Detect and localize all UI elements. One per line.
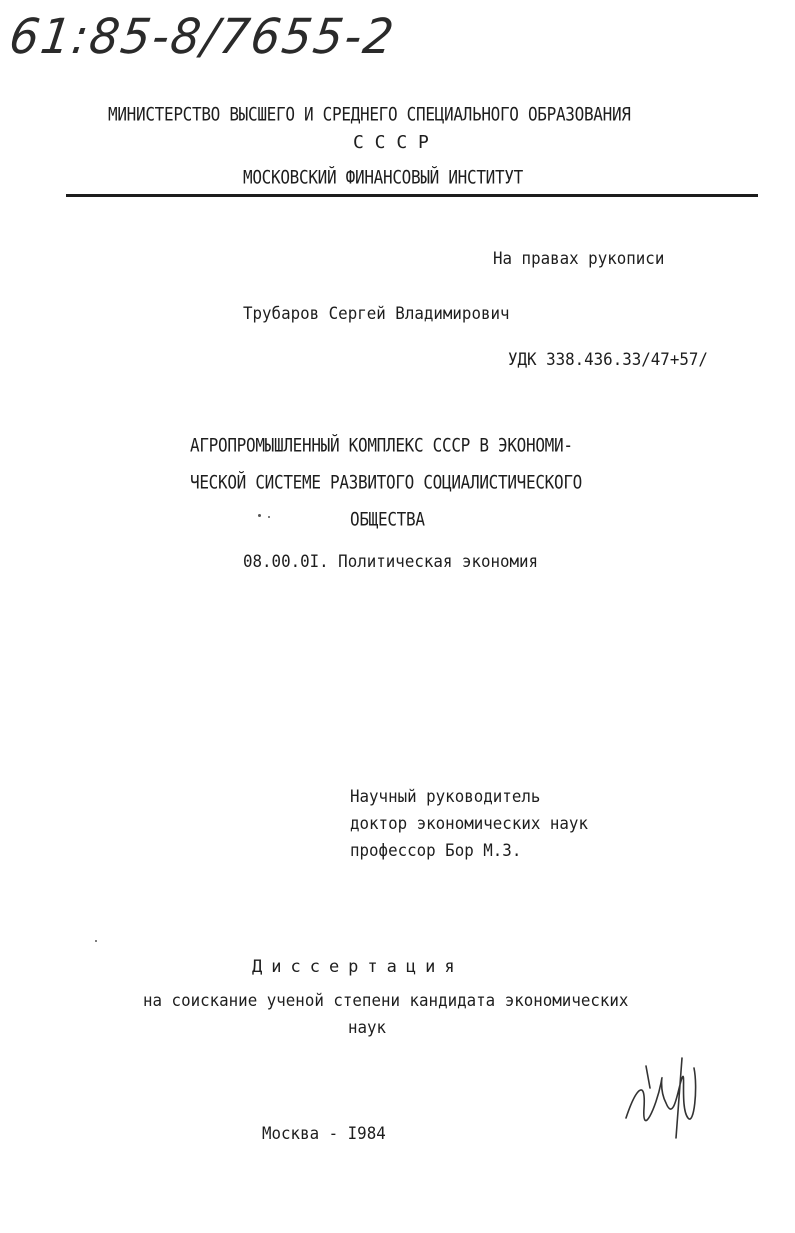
country-heading: С С С Р bbox=[353, 132, 429, 153]
dissertation-label: Диссертация bbox=[252, 957, 464, 977]
institute-heading: МОСКОВСКИЙ ФИНАНСОВЫЙ ИНСТИТУТ bbox=[243, 166, 523, 188]
paper-speck bbox=[95, 940, 97, 942]
archive-mark: 61:85-8/7655-2 bbox=[6, 7, 399, 65]
manuscript-note: На правах рукописи bbox=[493, 249, 665, 269]
supervisor-degree: доктор экономических наук bbox=[350, 814, 588, 834]
dissertation-purpose-line-1: на соискание ученой степени кандидата экономических bbox=[143, 991, 629, 1011]
title-line-2: ЧЕСКОЙ СИСТЕМЕ РАЗВИТОГО СОЦИАЛИСТИЧЕСКОГО bbox=[190, 471, 582, 493]
specialty-code: 08.00.0I. Политическая экономия bbox=[243, 552, 539, 572]
paper-speck bbox=[258, 514, 261, 517]
ministry-heading: МИНИСТЕРСТВО ВЫСШЕГО И СРЕДНЕГО СПЕЦИАЛЬНОГО ОБРАЗОВАНИЯ bbox=[108, 103, 631, 125]
handwritten-signature bbox=[616, 1048, 706, 1148]
paper-speck bbox=[268, 516, 270, 518]
header-divider bbox=[66, 194, 758, 197]
dissertation-purpose-line-2: наук bbox=[348, 1018, 387, 1038]
author-name: Трубаров Сергей Владимирович bbox=[243, 304, 510, 324]
place-and-year: Москва - I984 bbox=[262, 1124, 386, 1144]
supervisor-role: Научный руководитель bbox=[350, 787, 541, 807]
udc-code: УДК 338.436.33/47+57/ bbox=[508, 350, 708, 370]
title-line-1: АГРОПРОМЫШЛЕННЫЙ КОМПЛЕКС СССР В ЭКОНОМИ- bbox=[190, 434, 573, 456]
title-line-3: ОБЩЕСТВА bbox=[350, 508, 425, 530]
supervisor-name: профессор Бор М.З. bbox=[350, 841, 522, 861]
